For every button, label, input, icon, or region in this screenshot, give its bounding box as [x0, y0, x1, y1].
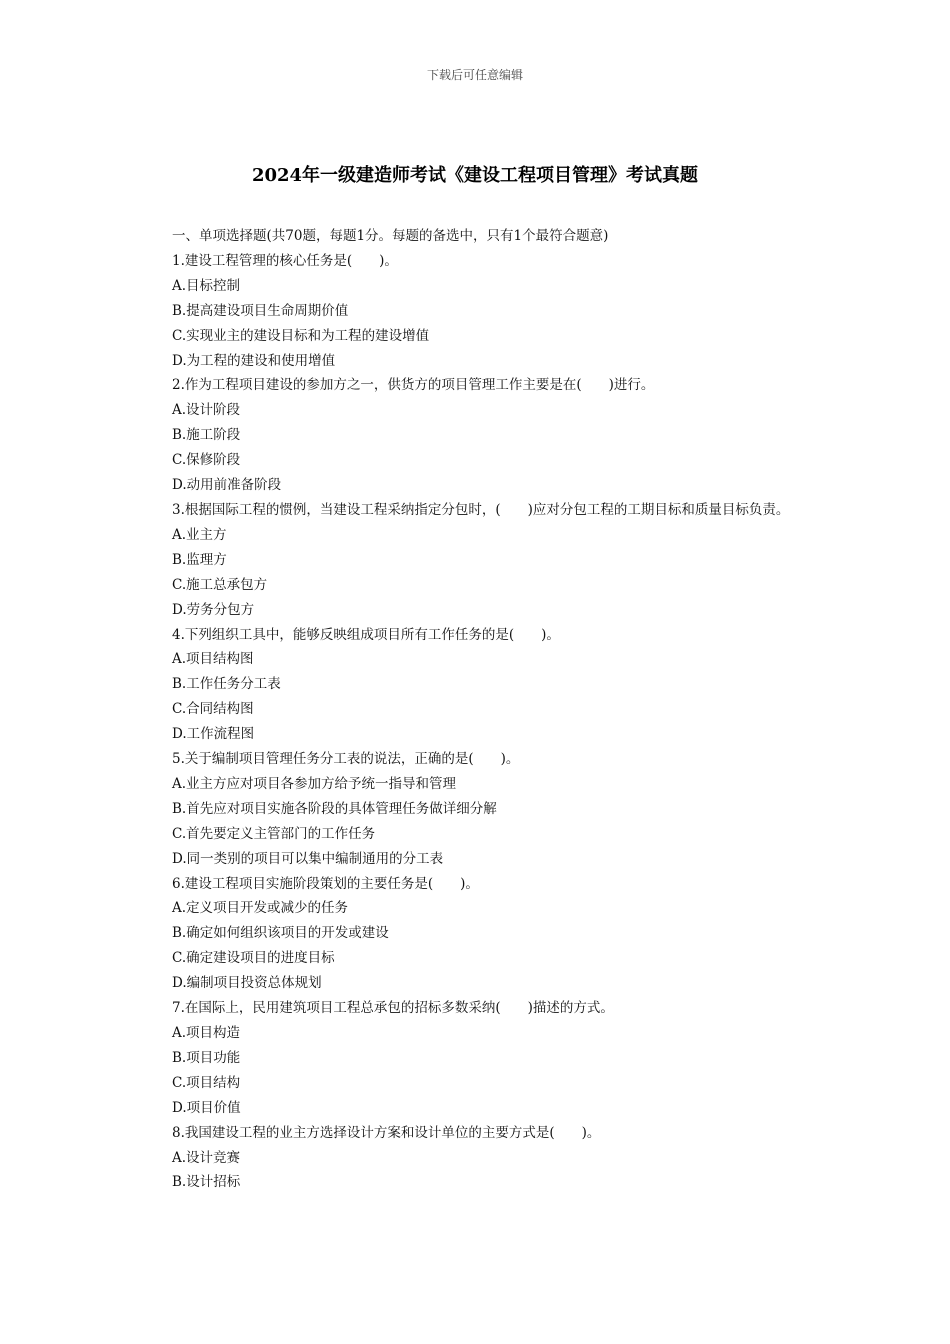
option-b: B.监理方: [172, 551, 227, 568]
option-d: D.项目价值: [172, 1099, 241, 1116]
option-d: D.工作流程图: [172, 726, 255, 743]
option-c: C.施工总承包方: [172, 576, 268, 593]
page-header: 下载后可任意编辑: [426, 68, 523, 82]
option-a: A.业主方: [172, 526, 227, 543]
option-d: D.为工程的建设和使用增值: [172, 352, 336, 369]
option-c: C.项目结构: [172, 1074, 241, 1091]
option-d: D.编制项目投资总体规划: [172, 975, 322, 992]
option-d: D.同一类别的项目可以集中编制通用的分工表: [172, 850, 444, 867]
option-c: C.合同结构图: [172, 701, 254, 718]
option-a: A.设计阶段: [172, 402, 241, 419]
option-a: A.项目结构图: [172, 651, 254, 668]
option-a: A.定义项目开发或减少的任务: [172, 900, 349, 917]
question-stem: 8.我国建设工程的业主方选择设计方案和设计单位的主要方式是( )。: [172, 1124, 601, 1141]
option-c: C.保修阶段: [172, 452, 241, 469]
option-b: B.设计招标: [172, 1174, 241, 1191]
page-title: 2024年一级建造师考试《建设工程项目管理》考试真题: [251, 165, 699, 186]
question-stem: 1.建设工程管理的核心任务是( )。: [172, 252, 398, 269]
option-b: B.施工阶段: [172, 427, 241, 444]
option-a: A.设计竞赛: [172, 1149, 241, 1166]
option-b: B.确定如何组织该项目的开发或建设: [172, 925, 389, 942]
option-c: C.首先要定义主管部门的工作任务: [172, 825, 376, 842]
option-a: A.目标控制: [172, 277, 241, 294]
question-stem: 4.下列组织工具中，能够反映组成项目所有工作任务的是( )。: [172, 626, 560, 643]
option-d: D.劳务分包方: [172, 601, 255, 618]
option-a: A.业主方应对项目各参加方给予统一指导和管理: [172, 775, 457, 792]
option-c: C.实现业主的建设目标和为工程的建设增值: [172, 327, 430, 344]
option-b: B.项目功能: [172, 1049, 241, 1066]
exam-body: [144, 224, 804, 1195]
question-stem: 6.建设工程项目实施阶段策划的主要任务是( )。: [172, 875, 479, 892]
section-heading: 一、单项选择题(共70题，每题1分。每题的备选中，只有1个最符合题意): [172, 228, 609, 244]
option-d: D.动用前准备阶段: [172, 477, 282, 494]
option-c: C.确定建设项目的进度目标: [172, 950, 335, 967]
question-stem: 5.关于编制项目管理任务分工表的说法，正确的是( )。: [172, 751, 520, 768]
question-stem: 2.作为工程项目建设的参加方之一，供货方的项目管理工作主要是在( )进行。: [172, 377, 655, 394]
option-a: A.项目构造: [172, 1025, 241, 1041]
question-stem: 7.在国际上，民用建筑项目工程总承包的招标多数采纳( )描述的方式。: [172, 1000, 614, 1017]
option-b: B.首先应对项目实施各阶段的具体管理任务做详细分解: [172, 800, 497, 817]
option-b: B.提高建设项目生命周期价值: [172, 302, 349, 319]
question-stem: 3.根据国际工程的惯例，当建设工程采纳指定分包时，( )应对分包工程的工期目标和质量目标负责。: [172, 501, 790, 518]
option-b: B.工作任务分工表: [172, 676, 281, 693]
